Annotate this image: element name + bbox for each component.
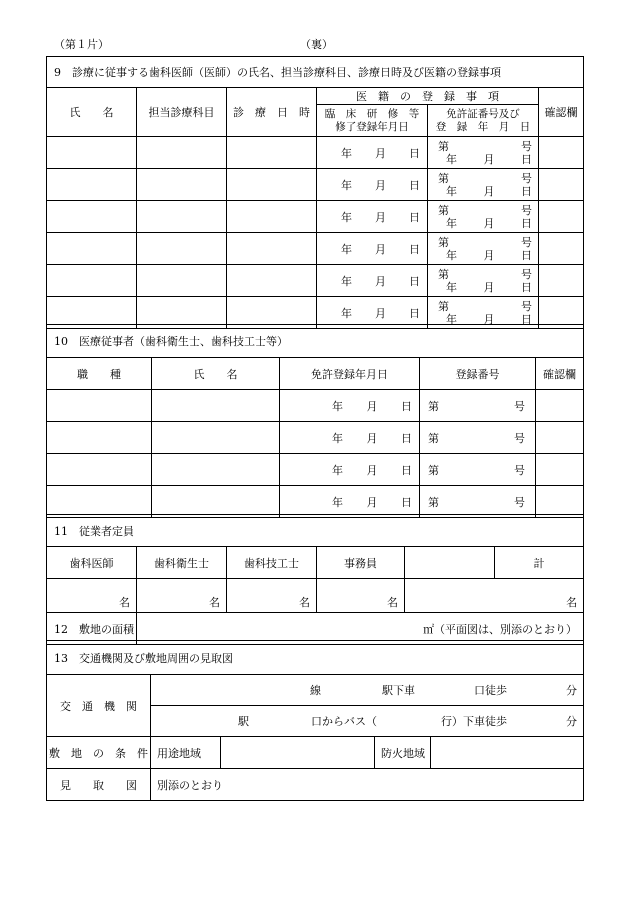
- dai-unit: 第: [438, 235, 449, 249]
- year-unit: 年: [341, 146, 352, 160]
- check-cell[interactable]: [539, 169, 584, 201]
- staff-technician-label: 歯科技工士: [227, 547, 317, 579]
- gou-unit: 号: [514, 431, 525, 445]
- doctor-row: [47, 265, 584, 297]
- sheet-label: （第１片）: [54, 38, 109, 51]
- dai-unit: 第: [428, 463, 439, 477]
- doctor-name-cell[interactable]: [47, 265, 137, 297]
- staff-hygienist-count[interactable]: [137, 579, 227, 613]
- year-unit: 年: [446, 312, 457, 326]
- section10-table: [46, 324, 584, 518]
- site-area-note: ㎡（平面図は、別添のとおり）: [423, 622, 578, 636]
- check-cell[interactable]: [539, 233, 584, 265]
- section9-title: 9 診療に従事する歯科医師（医師）の氏名、担当診療科目、診療日時及び医籍の登録事項: [47, 57, 584, 88]
- doctor-name-cell[interactable]: [47, 169, 137, 201]
- gou-unit: 号: [521, 267, 532, 281]
- site-map-label: 見 取 図: [47, 769, 151, 801]
- training-date-cell[interactable]: [317, 233, 428, 265]
- check-cell[interactable]: [536, 390, 584, 422]
- license-cell[interactable]: [428, 169, 539, 201]
- month-unit: 月: [375, 306, 386, 320]
- year-unit: 年: [341, 306, 352, 320]
- station-get-off: 駅下車: [382, 684, 415, 697]
- gou-unit: 号: [521, 299, 532, 313]
- staff-clerk-count[interactable]: [317, 579, 405, 613]
- month-unit: 月: [483, 248, 495, 262]
- minutes-label: 分: [566, 684, 578, 697]
- year-unit: 年: [446, 152, 457, 166]
- month-unit: 月: [483, 312, 495, 326]
- dai-unit: 第: [428, 431, 439, 445]
- dai-unit: 第: [438, 139, 449, 153]
- year-unit: 年: [446, 216, 457, 230]
- doctor-name-cell[interactable]: [47, 137, 137, 169]
- month-unit: 月: [375, 146, 386, 160]
- reg-number-cell[interactable]: [420, 390, 536, 422]
- schedule-cell[interactable]: [227, 169, 317, 201]
- license-date-cell[interactable]: [280, 454, 420, 486]
- day-unit: 日: [409, 306, 420, 320]
- check-cell[interactable]: [536, 454, 584, 486]
- training-date-cell[interactable]: [317, 201, 428, 233]
- day-unit: 日: [521, 312, 532, 326]
- day-unit: 日: [521, 184, 532, 198]
- transport-line1[interactable]: [151, 675, 584, 706]
- check-cell[interactable]: [539, 201, 584, 233]
- unit: 名: [566, 596, 578, 609]
- fire-zone-label: 防火地域: [375, 737, 431, 769]
- day-unit: 日: [521, 280, 532, 294]
- month-unit: 月: [375, 178, 386, 192]
- training-date-cell[interactable]: [317, 265, 428, 297]
- section13-table: [46, 640, 584, 801]
- license-line1: 免許証番号及び: [446, 107, 520, 120]
- day-unit: 日: [409, 146, 420, 160]
- reg-number-cell[interactable]: [420, 422, 536, 454]
- transport-line2[interactable]: [151, 706, 584, 737]
- license-cell[interactable]: [428, 265, 539, 297]
- department-cell[interactable]: [137, 137, 227, 169]
- year-unit: 年: [332, 463, 343, 477]
- dai-unit: 第: [438, 171, 449, 185]
- bus-from-exit: 口からバス（: [311, 715, 377, 728]
- check-cell[interactable]: [539, 265, 584, 297]
- col-job-type: 職 種: [47, 358, 152, 390]
- doctor-row: [47, 233, 584, 265]
- staff-total-label: 計: [495, 547, 584, 579]
- day-unit: 日: [401, 463, 412, 477]
- day-unit: 日: [521, 248, 532, 262]
- station-label: 駅: [238, 715, 249, 728]
- zoning-label: 用途地域: [151, 737, 221, 769]
- col-check: 確認欄: [536, 358, 584, 390]
- staff-name-cell[interactable]: [152, 454, 280, 486]
- doctor-row: [47, 201, 584, 233]
- license-date-cell[interactable]: [280, 390, 420, 422]
- staff-row: [47, 422, 584, 454]
- staff-hygienist-label: 歯科衛生士: [137, 547, 227, 579]
- section9-table: [46, 56, 584, 329]
- day-unit: 日: [401, 431, 412, 445]
- license-date-cell[interactable]: [280, 486, 420, 518]
- month-unit: 月: [375, 274, 386, 288]
- month-unit: 月: [366, 399, 378, 413]
- minutes-label: 分: [566, 715, 578, 728]
- month-unit: 月: [375, 242, 386, 256]
- training-date-cell[interactable]: [317, 169, 428, 201]
- site-map-value: 別添のとおり: [151, 769, 584, 801]
- bus-destination: 行）下車徒歩: [441, 715, 507, 728]
- license-line2: 登 録 年 月 日: [435, 120, 531, 133]
- day-unit: 日: [409, 210, 420, 224]
- unit: 名: [119, 596, 130, 609]
- col-doctor-name: 氏 名: [47, 88, 137, 137]
- col-department: 担当診療科目: [137, 88, 227, 137]
- year-unit: 年: [446, 248, 457, 262]
- line-label: 線: [310, 684, 321, 697]
- staff-name-cell[interactable]: [152, 486, 280, 518]
- year-unit: 年: [332, 431, 343, 445]
- check-cell[interactable]: [539, 137, 584, 169]
- year-unit: 年: [446, 184, 457, 198]
- transport-label: 交 通 機 関: [47, 675, 151, 737]
- staff-row: [47, 486, 584, 518]
- year-unit: 年: [341, 178, 352, 192]
- department-cell[interactable]: [137, 201, 227, 233]
- col-registration: 医 籍 の 登 録 事 項: [317, 88, 539, 105]
- department-cell[interactable]: [137, 233, 227, 265]
- staff-technician-count[interactable]: [227, 579, 317, 613]
- dai-unit: 第: [438, 203, 449, 217]
- col-schedule: 診 療 日 時: [227, 88, 317, 137]
- job-type-cell[interactable]: [47, 454, 152, 486]
- staff-row: [47, 454, 584, 486]
- training-date-cell[interactable]: [317, 137, 428, 169]
- unit: 名: [209, 596, 220, 609]
- day-unit: 日: [409, 178, 420, 192]
- license-date-cell[interactable]: [280, 422, 420, 454]
- section10-title: 10 医療従事者（歯科衛生士、歯科技工士等）: [47, 325, 584, 358]
- side-label: （裏）: [300, 38, 333, 51]
- staff-clerk-label: 事務員: [317, 547, 405, 579]
- month-unit: 月: [483, 184, 495, 198]
- dai-unit: 第: [428, 495, 439, 509]
- staff-name-cell[interactable]: [152, 390, 280, 422]
- month-unit: 月: [483, 152, 495, 166]
- month-unit: 月: [375, 210, 386, 224]
- job-type-cell[interactable]: [47, 486, 152, 518]
- gou-unit: 号: [514, 463, 525, 477]
- check-cell[interactable]: [536, 422, 584, 454]
- section11-title: 11 従業者定員: [47, 515, 584, 547]
- department-cell[interactable]: [137, 169, 227, 201]
- year-unit: 年: [446, 280, 457, 294]
- site-condition-label: 敷 地 の 条 件: [47, 737, 151, 769]
- reg-number-cell[interactable]: [420, 486, 536, 518]
- year-unit: 年: [341, 274, 352, 288]
- department-cell[interactable]: [137, 265, 227, 297]
- staff-dentist-label: 歯科医師: [47, 547, 137, 579]
- schedule-cell[interactable]: [227, 137, 317, 169]
- staff-blank-label: [405, 547, 495, 579]
- year-unit: 年: [332, 399, 343, 413]
- doctor-row: [47, 137, 584, 169]
- unit: 名: [299, 596, 310, 609]
- section11-table: [46, 514, 584, 645]
- year-unit: 年: [341, 210, 352, 224]
- gou-unit: 号: [521, 203, 532, 217]
- gou-unit: 号: [514, 399, 525, 413]
- col-reg-number: 登録番号: [420, 358, 536, 390]
- col-check: 確認欄: [539, 88, 584, 137]
- day-unit: 日: [409, 274, 420, 288]
- schedule-cell[interactable]: [227, 233, 317, 265]
- staff-name-cell[interactable]: [152, 422, 280, 454]
- gou-unit: 号: [514, 495, 525, 509]
- day-unit: 日: [401, 399, 412, 413]
- staff-dentist-count[interactable]: [47, 579, 137, 613]
- section13-title: 13 交通機関及び敷地周囲の見取図: [47, 641, 584, 675]
- month-unit: 月: [366, 431, 378, 445]
- license-cell[interactable]: [428, 137, 539, 169]
- month-unit: 月: [366, 463, 378, 477]
- month-unit: 月: [366, 495, 378, 509]
- job-type-cell[interactable]: [47, 390, 152, 422]
- check-cell[interactable]: [536, 486, 584, 518]
- reg-number-cell[interactable]: [420, 454, 536, 486]
- staff-row: [47, 390, 584, 422]
- doctor-name-cell[interactable]: [47, 201, 137, 233]
- year-unit: 年: [332, 495, 343, 509]
- col-staff-name: 氏 名: [152, 358, 280, 390]
- month-unit: 月: [483, 280, 495, 294]
- schedule-cell[interactable]: [227, 265, 317, 297]
- license-cell[interactable]: [428, 201, 539, 233]
- dai-unit: 第: [438, 267, 449, 281]
- gou-unit: 号: [521, 235, 532, 249]
- doctor-name-cell[interactable]: [47, 233, 137, 265]
- schedule-cell[interactable]: [227, 201, 317, 233]
- day-unit: 日: [521, 216, 532, 230]
- day-unit: 日: [401, 495, 412, 509]
- staff-total-count[interactable]: [405, 579, 584, 613]
- zoning-field[interactable]: [221, 737, 375, 769]
- year-unit: 年: [341, 242, 352, 256]
- month-unit: 月: [483, 216, 495, 230]
- doctor-row: [47, 169, 584, 201]
- dai-unit: 第: [438, 299, 449, 313]
- col-license: [428, 105, 539, 137]
- col-license-date: 免許登録年月日: [280, 358, 420, 390]
- day-unit: 日: [409, 242, 420, 256]
- training-line1: 臨 床 研 修 等: [324, 107, 420, 120]
- unit: 名: [387, 596, 398, 609]
- gou-unit: 号: [521, 139, 532, 153]
- gou-unit: 号: [521, 171, 532, 185]
- dai-unit: 第: [428, 399, 439, 413]
- section12-title: 12 敷地の面積: [47, 613, 137, 645]
- job-type-cell[interactable]: [47, 422, 152, 454]
- day-unit: 日: [521, 152, 532, 166]
- license-cell[interactable]: [428, 233, 539, 265]
- exit-walk: 口徒歩: [474, 684, 507, 697]
- col-training-date: [317, 105, 428, 137]
- fire-zone-field[interactable]: [431, 737, 584, 769]
- training-line2: 修了登録年月日: [335, 120, 409, 133]
